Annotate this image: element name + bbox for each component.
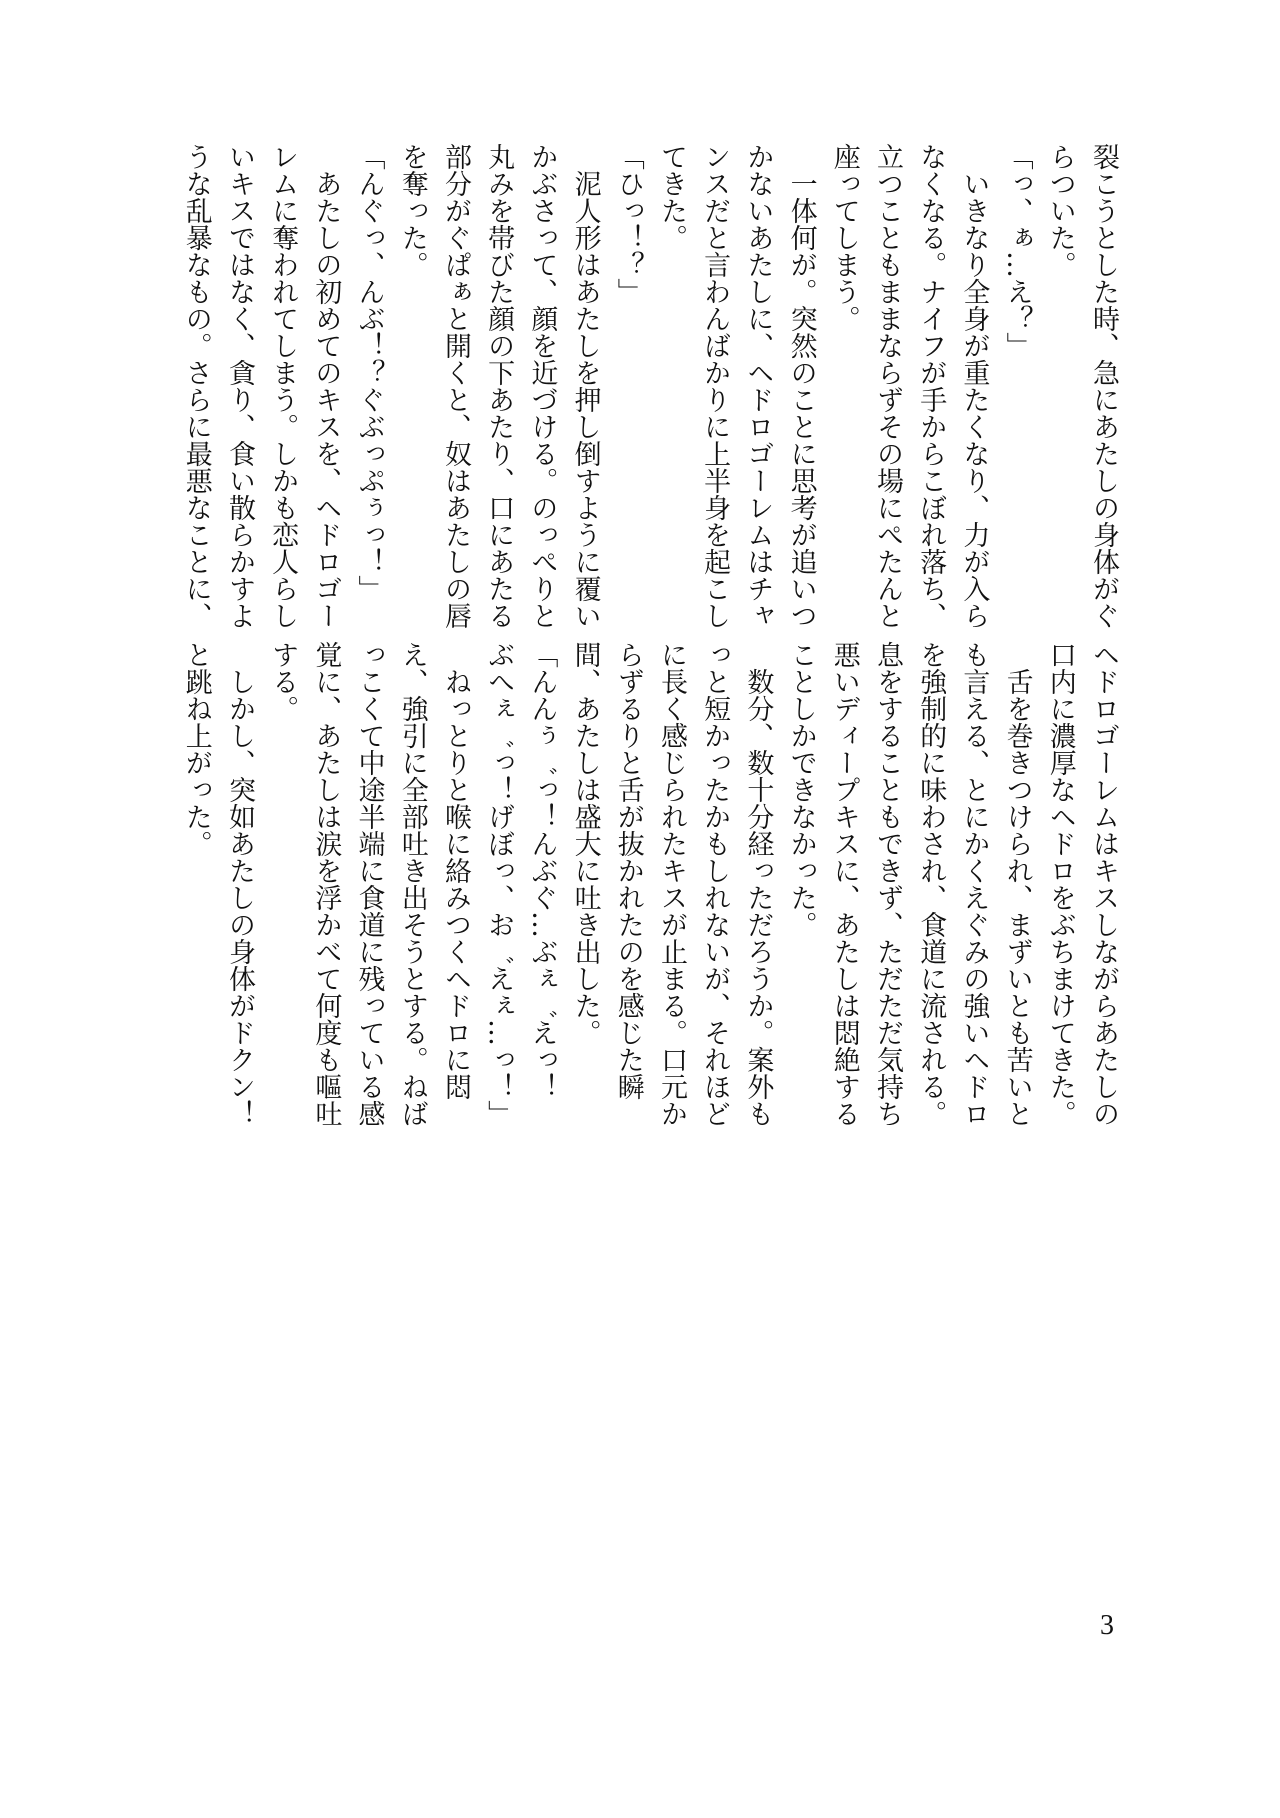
text-column: と跳ね上がった。 [180, 641, 212, 857]
text-column: かないあたしに、ヘドロゴーレムはチャ [742, 143, 774, 629]
text-column: 間、あたしは盛大に吐き出した。 [569, 641, 601, 1046]
text-column: 口内に濃厚なヘドロをぶちまけてきた。 [1044, 641, 1076, 1127]
text-column: 舌を巻きつけられ、まずいとも苦いと [1001, 641, 1033, 1127]
text-column: ねっとりと喉に絡みつくヘドロに悶 [439, 641, 471, 1100]
text-column: 座ってしまう。 [828, 143, 860, 332]
text-column: も言える、とにかくえぐみの強いヘドロ [958, 641, 990, 1127]
text-column: ぶへぇ゛っ！げぼっ、お゛えぇ…っ！」 [483, 641, 515, 1127]
text-column: てきた。 [655, 143, 687, 251]
text-column: 「っ、ぁ…え？」 [1001, 143, 1033, 359]
text-column: え、強引に全部吐き出そうとする。ねば [396, 641, 428, 1127]
text-column: レムに奪われてしまう。しかも恋人らし [267, 143, 299, 629]
text-column: 覚に、あたしは涙を浮かべて何度も嘔吐 [310, 641, 342, 1127]
page-number: 3 [1100, 1610, 1114, 1641]
text-column: 一体何が。突然のことに思考が追いつ [785, 143, 817, 629]
text-column: 「ひっ！？」 [612, 143, 644, 305]
text-column: かぶさって、顔を近づける。のっぺりと [526, 143, 558, 629]
text-column: 「んぐっ、んぶ！？ぐぶっぷぅっ！」 [353, 143, 385, 602]
text-column: 悪いディープキスに、あたしは悶絶する [828, 641, 860, 1127]
text-column: いキスではなく、貪り、食い散らかすよ [223, 143, 255, 629]
text-column: を奪った。 [396, 143, 428, 278]
text-column: ことしかできなかった。 [785, 641, 817, 938]
text-column: なくなる。ナイフが手からこぼれ落ち、 [915, 143, 947, 629]
text-column: っこくて中途半端に食道に残っている感 [353, 641, 385, 1127]
upper-tier-text [174, 143, 1125, 633]
text-column: あたしの初めてのキスを、ヘドロゴー [310, 143, 342, 629]
text-column: 立つこともままならずその場にぺたんと [871, 143, 903, 629]
text-column: 裂こうとした時、急にあたしの身体がぐ [1088, 143, 1119, 629]
text-column: に長く感じられたキスが止まる。口元か [655, 641, 687, 1127]
text-column: いきなり全身が重たくなり、力が入ら [958, 143, 990, 629]
text-column: ヘドロゴーレムはキスしながらあたしの [1088, 641, 1119, 1127]
lower-tier-text [174, 641, 1125, 1131]
text-column: っと短かったかもしれないが、それほど [699, 641, 731, 1127]
text-column: する。 [267, 641, 299, 722]
text-column: ンスだと言わんばかりに上半身を起こし [699, 143, 731, 629]
text-column: らずるりと舌が抜かれたのを感じた瞬 [612, 641, 644, 1100]
text-column: 「んんぅ゛っ！んぶぐ…ぶぇ゛えっ！ [526, 641, 558, 1100]
text-column: 泥人形はあたしを押し倒すように覆い [569, 143, 601, 629]
text-column: 息をすることもできず、ただただ気持ち [871, 641, 903, 1127]
text-column: 丸みを帯びた顔の下あたり、口にあたる [483, 143, 515, 629]
text-column: らついた。 [1044, 143, 1076, 278]
text-column: 数分、数十分経っただろうか。案外も [742, 641, 774, 1127]
text-column: うな乱暴なもの。さらに最悪なことに、 [180, 143, 212, 629]
text-column: を強制的に味わされ、食道に流される。 [915, 641, 947, 1127]
text-column: しかし、突如あたしの身体がドクン！ [223, 641, 255, 1127]
text-column: 部分がぐぱぁと開くと、奴はあたしの唇 [439, 143, 471, 629]
